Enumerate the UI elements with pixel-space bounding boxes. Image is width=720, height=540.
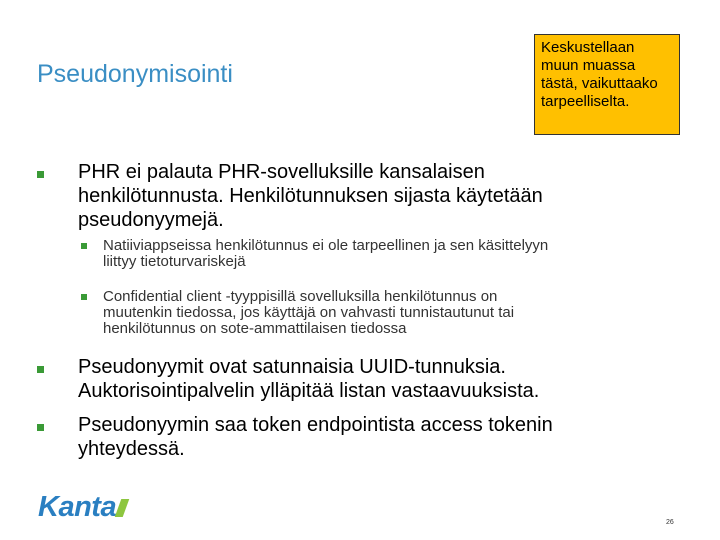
- sub-bullet-line: Confidential client -tyyppisillä sovelluksilla henkilötunnus on: [103, 288, 498, 305]
- logo-text: Kanta: [38, 491, 117, 523]
- bullet-item: [78, 355, 539, 403]
- note-line: muun muassa: [541, 57, 636, 74]
- bullet-item: [78, 160, 543, 232]
- bullet-line: pseudonyymejä.: [78, 209, 224, 231]
- bullet-line: Auktorisointipalvelin ylläpitää listan vastaavuuksista.: [78, 380, 540, 402]
- bullet-marker: [37, 366, 44, 373]
- kanta-logo: [38, 488, 126, 522]
- slide-title: Pseudonymisointi: [37, 60, 233, 88]
- note-line: tästä, vaikuttaako: [541, 75, 658, 92]
- logo-mark-icon: [115, 499, 130, 517]
- bullet-marker: [37, 424, 44, 431]
- bullet-line: Pseudonyymin saa token endpointista access tokenin: [78, 414, 553, 436]
- bullet-line: henkilötunnusta. Henkilötunnuksen sijasta käytetään: [78, 185, 543, 207]
- page-number: 26: [666, 519, 674, 526]
- note-line: tarpeelliselta.: [541, 93, 630, 110]
- bullet-line: yhteydessä.: [78, 438, 185, 460]
- sub-bullet-marker: [81, 243, 87, 249]
- sub-bullet-line: muutenkin tiedossa, jos käyttäjä on vahvasti tunnistautunut tai: [103, 304, 515, 321]
- bullet-line: Pseudonyymit ovat satunnaisia UUID-tunnuksia.: [78, 356, 506, 378]
- sub-bullet-item: [103, 289, 514, 337]
- sub-bullet-marker: [81, 294, 87, 300]
- bullet-item: [78, 413, 553, 461]
- note-line: Keskustellaan: [541, 39, 635, 56]
- sub-bullet-line: liittyy tietoturvariskejä: [103, 253, 246, 270]
- sub-bullet-line: henkilötunnus on sote-ammattilaisen tiedossa: [103, 320, 407, 337]
- sub-bullet-item: [103, 238, 548, 270]
- bullet-marker: [37, 171, 44, 178]
- comment-note-box: [534, 34, 680, 135]
- bullet-line: PHR ei palauta PHR-sovelluksille kansalaisen: [78, 161, 485, 183]
- sub-bullet-line: Natiiviappseissa henkilötunnus ei ole tarpeellinen ja sen käsittelyyn: [103, 237, 549, 254]
